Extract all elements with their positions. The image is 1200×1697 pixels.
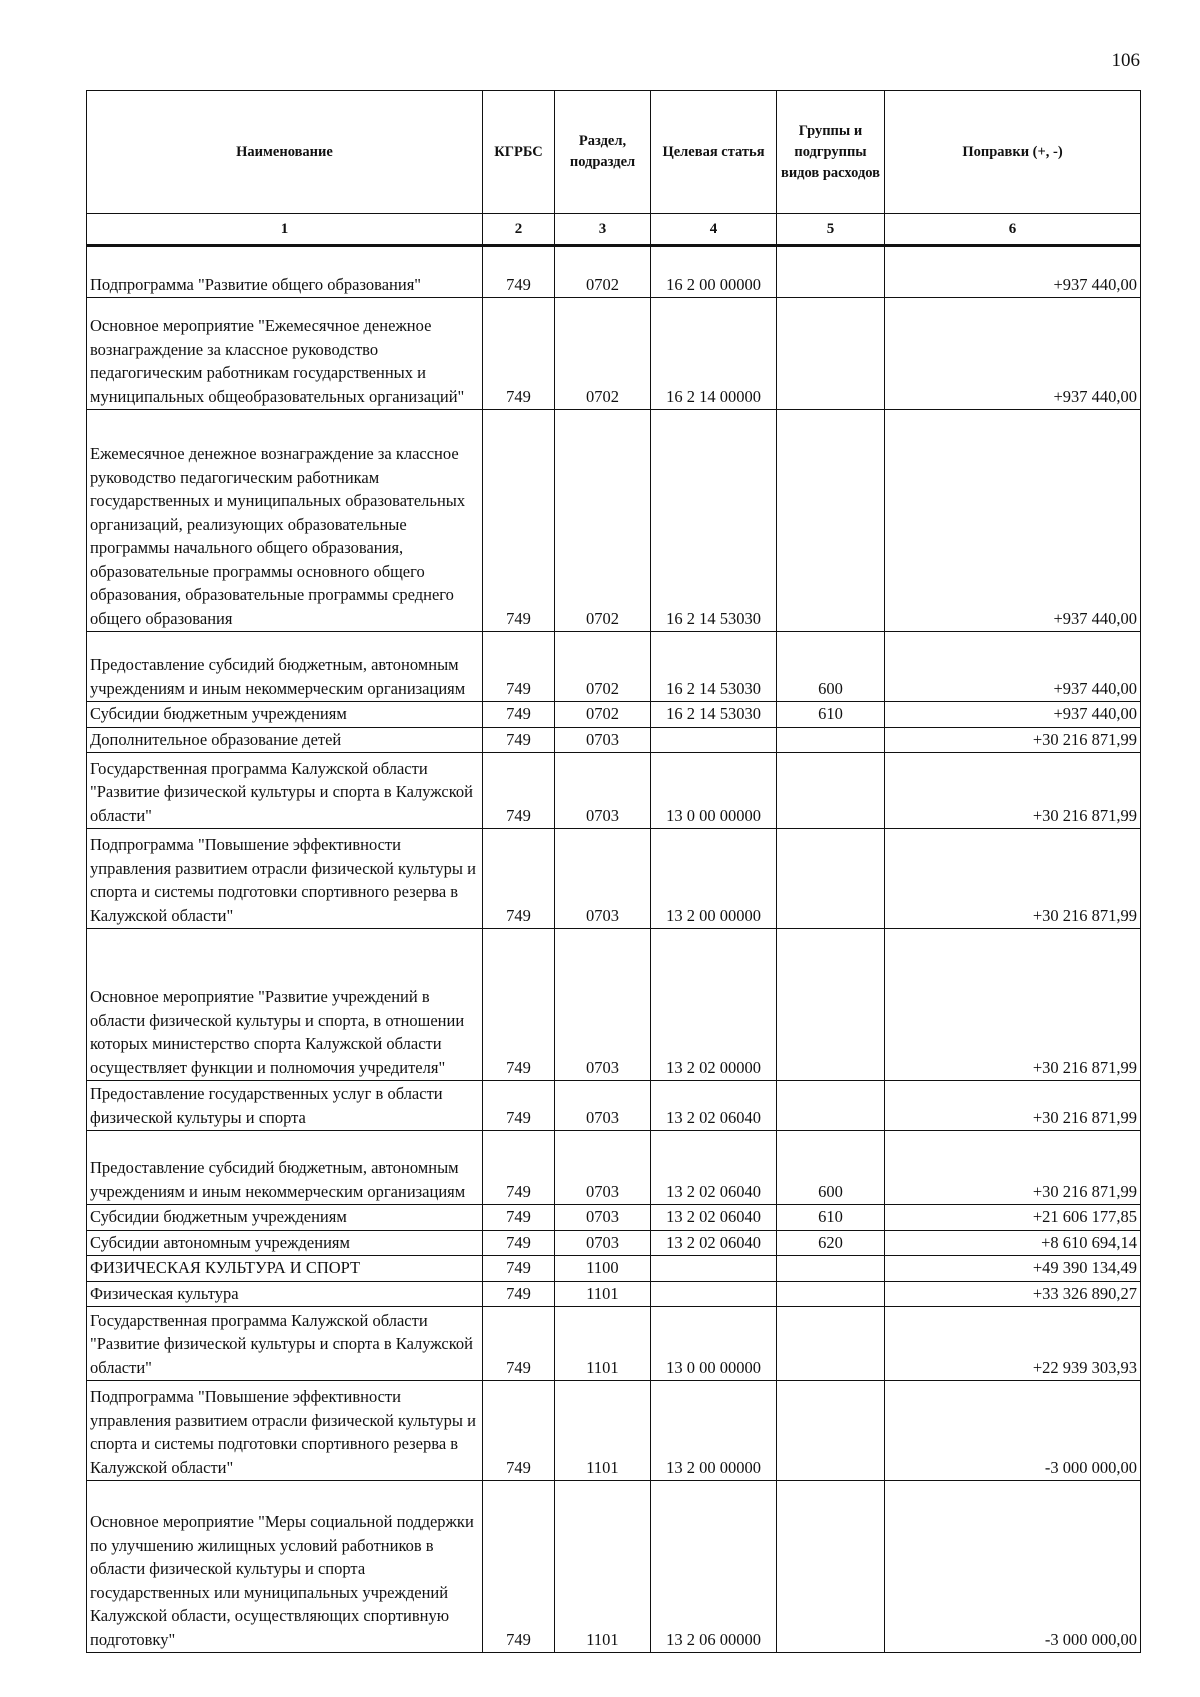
- table-body: [87, 246, 1141, 1653]
- row-name: Физическая культура: [87, 1281, 483, 1307]
- row-section: 0702: [555, 298, 651, 410]
- row-section: 0703: [555, 829, 651, 929]
- row-amount: -3 000 000,00: [885, 1481, 1141, 1653]
- row-amount: +937 440,00: [885, 632, 1141, 702]
- row-amount: +33 326 890,27: [885, 1281, 1141, 1307]
- row-kgrbs: 749: [483, 1205, 555, 1231]
- header-section: Раздел, подраздел: [555, 91, 651, 214]
- header-name: Наименование: [87, 91, 483, 214]
- row-name: Основное мероприятие "Меры социальной поддержки по улучшению жилищных условий работников в области физической культуры и спорта государственных или муниципальных учреждений Калужской области, осуществляющих спортивную подготовку": [87, 1481, 483, 1653]
- page-number: 106: [1111, 50, 1140, 71]
- row-amount: +937 440,00: [885, 298, 1141, 410]
- row-group: 600: [777, 632, 885, 702]
- column-number: 2: [483, 214, 555, 246]
- table-row: [87, 702, 1141, 728]
- table-row: [87, 246, 1141, 298]
- row-name: Предоставление субсидий бюджетным, автономным учреждениям и иным некоммерческим организациям: [87, 632, 483, 702]
- row-group: [777, 1081, 885, 1131]
- budget-amendments-table: [86, 90, 1141, 1653]
- row-kgrbs: 749: [483, 632, 555, 702]
- column-number: 5: [777, 214, 885, 246]
- row-amount: +937 440,00: [885, 246, 1141, 298]
- header-kgrbs: КГРБС: [483, 91, 555, 214]
- table-row: [87, 1256, 1141, 1282]
- table-row: [87, 1205, 1141, 1231]
- row-group: 620: [777, 1230, 885, 1256]
- row-article: 13 2 02 06040: [651, 1205, 777, 1231]
- row-article: 13 0 00 00000: [651, 1307, 777, 1381]
- row-group: [777, 929, 885, 1081]
- table-row: [87, 1381, 1141, 1481]
- row-kgrbs: 749: [483, 1256, 555, 1282]
- row-article: 16 2 14 00000: [651, 298, 777, 410]
- table-row: [87, 753, 1141, 829]
- row-group: 610: [777, 1205, 885, 1231]
- row-group: [777, 1381, 885, 1481]
- row-group: [777, 1307, 885, 1381]
- table-row: [87, 632, 1141, 702]
- row-article: 13 2 02 06040: [651, 1230, 777, 1256]
- row-group: [777, 829, 885, 929]
- row-name: Подпрограмма "Повышение эффективности управления развитием отрасли физической культуры и спорта и системы подготовки спортивного резерва в Калужской области": [87, 829, 483, 929]
- table-header-row: [87, 91, 1141, 214]
- row-amount: +937 440,00: [885, 410, 1141, 632]
- row-group: 610: [777, 702, 885, 728]
- row-amount: +30 216 871,99: [885, 929, 1141, 1081]
- row-article: [651, 1281, 777, 1307]
- table-row: [87, 410, 1141, 632]
- row-name: Основное мероприятие "Ежемесячное денежное вознаграждение за классное руководство педагогическим работникам государственных и муниципальных общеобразовательных организаций": [87, 298, 483, 410]
- row-section: 1101: [555, 1281, 651, 1307]
- row-group: [777, 753, 885, 829]
- row-article: 16 2 14 53030: [651, 410, 777, 632]
- row-name: Государственная программа Калужской области "Развитие физической культуры и спорта в Калужской области": [87, 1307, 483, 1381]
- row-name: Государственная программа Калужской области "Развитие физической культуры и спорта в Калужской области": [87, 753, 483, 829]
- row-section: 0703: [555, 1205, 651, 1231]
- row-kgrbs: 749: [483, 753, 555, 829]
- row-kgrbs: 749: [483, 1131, 555, 1205]
- row-group: [777, 246, 885, 298]
- row-article: 13 2 06 00000: [651, 1481, 777, 1653]
- row-section: 0703: [555, 753, 651, 829]
- row-amount: +30 216 871,99: [885, 829, 1141, 929]
- row-section: 0702: [555, 632, 651, 702]
- header-expense-groups: Группы и подгруппы видов расходов: [777, 91, 885, 214]
- table-row: [87, 727, 1141, 753]
- row-amount: +937 440,00: [885, 702, 1141, 728]
- row-amount: +21 606 177,85: [885, 1205, 1141, 1231]
- row-name: Дополнительное образование детей: [87, 727, 483, 753]
- row-amount: +30 216 871,99: [885, 753, 1141, 829]
- row-amount: +30 216 871,99: [885, 1131, 1141, 1205]
- row-kgrbs: 749: [483, 1081, 555, 1131]
- row-name: Ежемесячное денежное вознаграждение за классное руководство педагогическим работникам государственных и муниципальных образовательных организаций, реализующих образовательные программы начального общего образования, образовательные программы основного общего образования, образовательные программы среднего общего образования: [87, 410, 483, 632]
- header-target-article: Целевая статья: [651, 91, 777, 214]
- row-kgrbs: 749: [483, 829, 555, 929]
- row-kgrbs: 749: [483, 727, 555, 753]
- row-article: [651, 727, 777, 753]
- table-row: [87, 929, 1141, 1081]
- row-name: Предоставление государственных услуг в области физической культуры и спорта: [87, 1081, 483, 1131]
- row-amount: +30 216 871,99: [885, 727, 1141, 753]
- row-group: [777, 298, 885, 410]
- table-row: [87, 1281, 1141, 1307]
- table-row: [87, 1230, 1141, 1256]
- row-article: 16 2 14 53030: [651, 702, 777, 728]
- column-number: 6: [885, 214, 1141, 246]
- column-number: 4: [651, 214, 777, 246]
- row-section: 0702: [555, 702, 651, 728]
- row-section: 0703: [555, 929, 651, 1081]
- row-section: 0702: [555, 246, 651, 298]
- row-kgrbs: 749: [483, 702, 555, 728]
- row-kgrbs: 749: [483, 1481, 555, 1653]
- row-section: 0703: [555, 1230, 651, 1256]
- row-name: Субсидии бюджетным учреждениям: [87, 702, 483, 728]
- row-section: 1101: [555, 1307, 651, 1381]
- row-article: 13 2 00 00000: [651, 829, 777, 929]
- row-article: 13 0 00 00000: [651, 753, 777, 829]
- row-kgrbs: 749: [483, 1307, 555, 1381]
- column-numbers-row: [87, 214, 1141, 246]
- row-section: 0703: [555, 1131, 651, 1205]
- row-amount: +49 390 134,49: [885, 1256, 1141, 1282]
- row-group: [777, 727, 885, 753]
- table-row: [87, 1081, 1141, 1131]
- table-row: [87, 1307, 1141, 1381]
- row-section: 1101: [555, 1481, 651, 1653]
- row-group: [777, 1281, 885, 1307]
- row-article: 13 2 00 00000: [651, 1381, 777, 1481]
- row-name: Основное мероприятие "Развитие учреждений в области физической культуры и спорта, в отношении которых министерство спорта Калужской области осуществляет функции и полномочия учредителя": [87, 929, 483, 1081]
- row-kgrbs: 749: [483, 410, 555, 632]
- row-section: 0703: [555, 727, 651, 753]
- row-name: Подпрограмма "Развитие общего образования": [87, 246, 483, 298]
- row-kgrbs: 749: [483, 246, 555, 298]
- row-section: 0703: [555, 1081, 651, 1131]
- table-row: [87, 1481, 1141, 1653]
- row-group: [777, 410, 885, 632]
- row-name: ФИЗИЧЕСКАЯ КУЛЬТУРА И СПОРТ: [87, 1256, 483, 1282]
- header-amendments: Поправки (+, -): [885, 91, 1141, 214]
- column-number: 3: [555, 214, 651, 246]
- row-amount: -3 000 000,00: [885, 1381, 1141, 1481]
- table-row: [87, 298, 1141, 410]
- row-amount: +22 939 303,93: [885, 1307, 1141, 1381]
- column-number: 1: [87, 214, 483, 246]
- table-row: [87, 829, 1141, 929]
- row-group: [777, 1256, 885, 1282]
- row-kgrbs: 749: [483, 1230, 555, 1256]
- row-name: Субсидии автономным учреждениям: [87, 1230, 483, 1256]
- table-row: [87, 1131, 1141, 1205]
- row-group: [777, 1481, 885, 1653]
- row-article: 13 2 02 06040: [651, 1131, 777, 1205]
- row-amount: +30 216 871,99: [885, 1081, 1141, 1131]
- row-kgrbs: 749: [483, 1381, 555, 1481]
- row-article: [651, 1256, 777, 1282]
- row-section: 1100: [555, 1256, 651, 1282]
- row-article: 16 2 00 00000: [651, 246, 777, 298]
- row-section: 1101: [555, 1381, 651, 1481]
- row-article: 16 2 14 53030: [651, 632, 777, 702]
- row-group: 600: [777, 1131, 885, 1205]
- row-name: Подпрограмма "Повышение эффективности управления развитием отрасли физической культуры и спорта и системы подготовки спортивного резерва в Калужской области": [87, 1381, 483, 1481]
- row-amount: +8 610 694,14: [885, 1230, 1141, 1256]
- row-section: 0702: [555, 410, 651, 632]
- row-kgrbs: 749: [483, 929, 555, 1081]
- row-kgrbs: 749: [483, 1281, 555, 1307]
- row-name: Предоставление субсидий бюджетным, автономным учреждениям и иным некоммерческим организациям: [87, 1131, 483, 1205]
- row-name: Субсидии бюджетным учреждениям: [87, 1205, 483, 1231]
- row-article: 13 2 02 06040: [651, 1081, 777, 1131]
- row-kgrbs: 749: [483, 298, 555, 410]
- row-article: 13 2 02 00000: [651, 929, 777, 1081]
